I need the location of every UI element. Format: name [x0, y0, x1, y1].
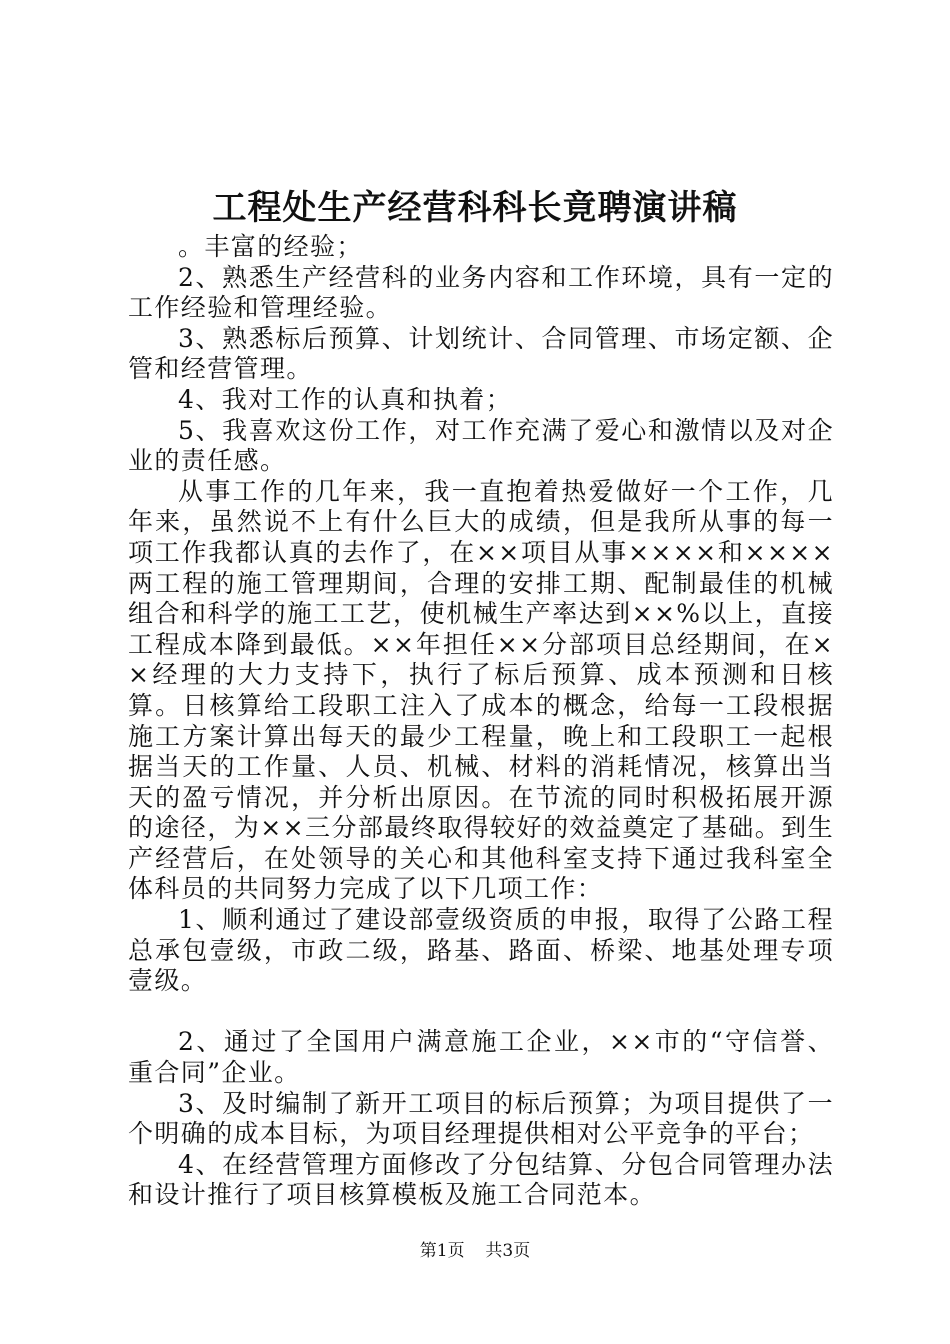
paragraph-item-5: 5、我喜欢这份工作，对工作充满了爱心和激情以及对企业的责任感。 [128, 415, 834, 476]
document-title: 工程处生产经营科科长竟聘演讲稿 [212, 188, 738, 228]
paragraph-achievement-4: 4、在经营管理方面修改了分包结算、分包合同管理办法和设计推行了项目核算模板及施工合同范本。 [128, 1149, 834, 1210]
paragraph-item-4: 4、我对工作的认真和执着； [178, 384, 513, 414]
page-total: 共3页 [485, 1241, 531, 1261]
paragraph-item-3: 3、熟悉标后预算、计划统计、合同管理、市场定额、企管和经营管理。 [128, 323, 834, 384]
page-footer [0, 1240, 950, 1262]
paragraph-work-history: 从事工作的几年来，我一直抱着热爱做好一个工作，几年来，虽然说不上有什么巨大的成绩，但是我所从事的每一项工作我都认真的去作了，在××项目从事××××和××××两工程的施工管理期间，合理的安排工期、配制最佳的机械组合和科学的施工工艺，使机械生产率达到××%以上，直接工程成本降到最低。××年担任××分部项目总经期间，在××经理的大力支持下，执行了标后预算、成本预测和日核算。日核算给工段职工注入了成本的概念，给每一工段根据施工方案计算出每天的最少工程量，晚上和工段职工一起根据当天的工作量、人员、机械、材料的消耗情况，核算出当天的盈亏情况，并分析出原因。在节流的同时积极拓展开源的途径，为××三分部最终取得较好的效益奠定了基础。到生产经营后，在处领导的关心和其他科室支持下通过我科室全体科员的共同努力完成了以下几项工作： [128, 476, 834, 904]
paragraph-achievement-2: 2、通过了全国用户满意施工企业，××市的“守信誉、重合同”企业。 [128, 1027, 834, 1088]
document-body [128, 232, 834, 1211]
paragraph-item-2: 2、熟悉生产经营科的业务内容和工作环境，具有一定的工作经验和管理经验。 [128, 262, 834, 323]
paragraph-achievement-3: 3、及时编制了新开工项目的标后预算；为项目提供了一个明确的成本目标，为项目经理提供相对公平竞争的平台； [128, 1088, 834, 1149]
paragraph-achievement-1: 1、顺利通过了建设部壹级资质的申报，取得了公路工程总承包壹级，市政二级，路基、路面、桥梁、地基处理专项壹级。 [128, 905, 834, 996]
paragraph-experience: 。丰富的经验； [178, 232, 363, 261]
page-number: 第1页 [419, 1241, 465, 1261]
